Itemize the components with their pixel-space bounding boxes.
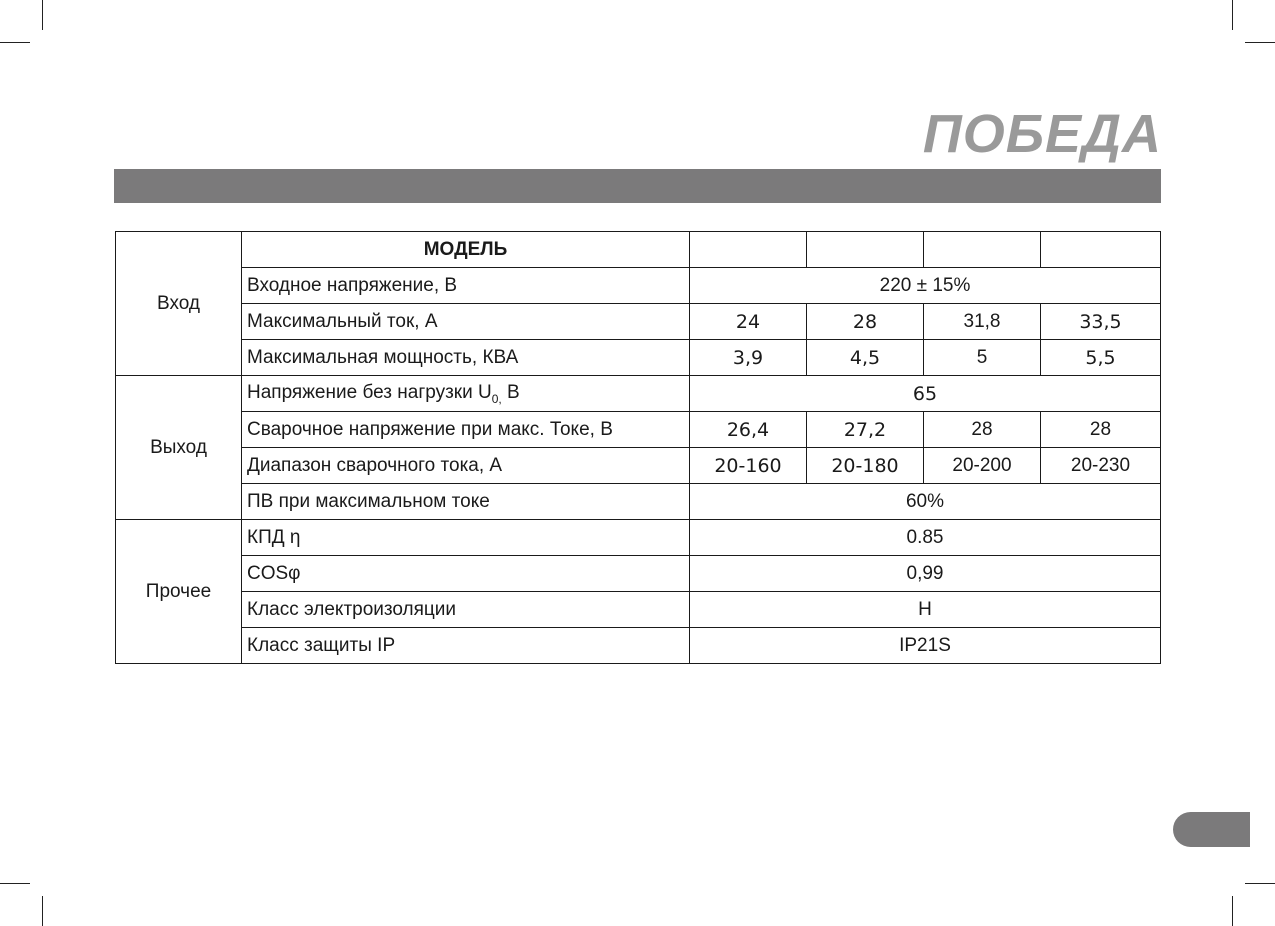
model-cell (690, 232, 807, 268)
value-cell: 31,8 (924, 304, 1041, 340)
value-cell: 0,99 (690, 556, 1161, 592)
crop-mark (1245, 42, 1275, 43)
table-row (116, 340, 1161, 376)
value-cell: 24 (690, 304, 807, 340)
model-header: МОДЕЛЬ (242, 232, 690, 268)
table-row (116, 412, 1161, 448)
param-label-suffix: В (501, 381, 520, 403)
value-cell: 26,4 (690, 412, 807, 448)
param-label: Сварочное напряжение при макс. Токе, В (242, 412, 690, 448)
value-cell: 4,5 (807, 340, 924, 376)
param-label: КПД η (242, 520, 690, 556)
param-label: COSφ (242, 556, 690, 592)
table-row (116, 628, 1161, 664)
model-cell (1041, 232, 1161, 268)
param-label: Максимальная мощность, КВА (242, 340, 690, 376)
group-label-other: Прочее (116, 520, 242, 664)
value-cell: 0.85 (690, 520, 1161, 556)
param-label: Диапазон сварочного тока, А (242, 448, 690, 484)
table-row (116, 484, 1161, 520)
header-bar (114, 169, 1161, 203)
value-cell: 27,2 (807, 412, 924, 448)
param-label: Класс защиты IP (242, 628, 690, 664)
value-cell: 3,9 (690, 340, 807, 376)
value-cell: IP21S (690, 628, 1161, 664)
value-cell: 20-160 (690, 448, 807, 484)
value-cell: 65 (690, 376, 1161, 412)
table-row (116, 520, 1161, 556)
value-cell: 28 (1041, 412, 1161, 448)
value-cell: 220 ± 15% (690, 268, 1161, 304)
group-label-output: Выход (116, 376, 242, 520)
model-cell (924, 232, 1041, 268)
value-cell: 20-180 (807, 448, 924, 484)
crop-mark (42, 896, 43, 926)
value-cell: 28 (807, 304, 924, 340)
value-cell: 5,5 (1041, 340, 1161, 376)
table-row (116, 592, 1161, 628)
crop-mark (1245, 883, 1275, 884)
param-label (242, 376, 690, 412)
param-label-subscript: 0, (491, 391, 502, 406)
value-cell: 20-230 (1041, 448, 1161, 484)
param-label-text: Напряжение без нагрузки U (247, 381, 492, 403)
table-row (116, 304, 1161, 340)
model-cell (807, 232, 924, 268)
spec-table (115, 231, 1161, 664)
table-row (116, 556, 1161, 592)
crop-mark (0, 42, 30, 43)
value-cell: 20-200 (924, 448, 1041, 484)
crop-mark (0, 883, 30, 884)
param-label: Максимальный ток, А (242, 304, 690, 340)
crop-mark (42, 0, 43, 30)
table-row (116, 268, 1161, 304)
table-row (116, 376, 1161, 412)
value-cell: 60% (690, 484, 1161, 520)
value-cell: 5 (924, 340, 1041, 376)
param-label: Класс электроизоляции (242, 592, 690, 628)
brand-logo: ПОБЕДА (922, 104, 1162, 164)
value-cell: H (690, 592, 1161, 628)
param-label: ПВ при максимальном токе (242, 484, 690, 520)
table-row (116, 232, 1161, 268)
table-row (116, 448, 1161, 484)
value-cell: 33,5 (1041, 304, 1161, 340)
param-label: Входное напряжение, В (242, 268, 690, 304)
value-cell: 28 (924, 412, 1041, 448)
group-label-input: Вход (116, 232, 242, 376)
page-number-tab (1173, 812, 1250, 847)
crop-mark (1232, 896, 1233, 926)
crop-mark (1232, 0, 1233, 30)
